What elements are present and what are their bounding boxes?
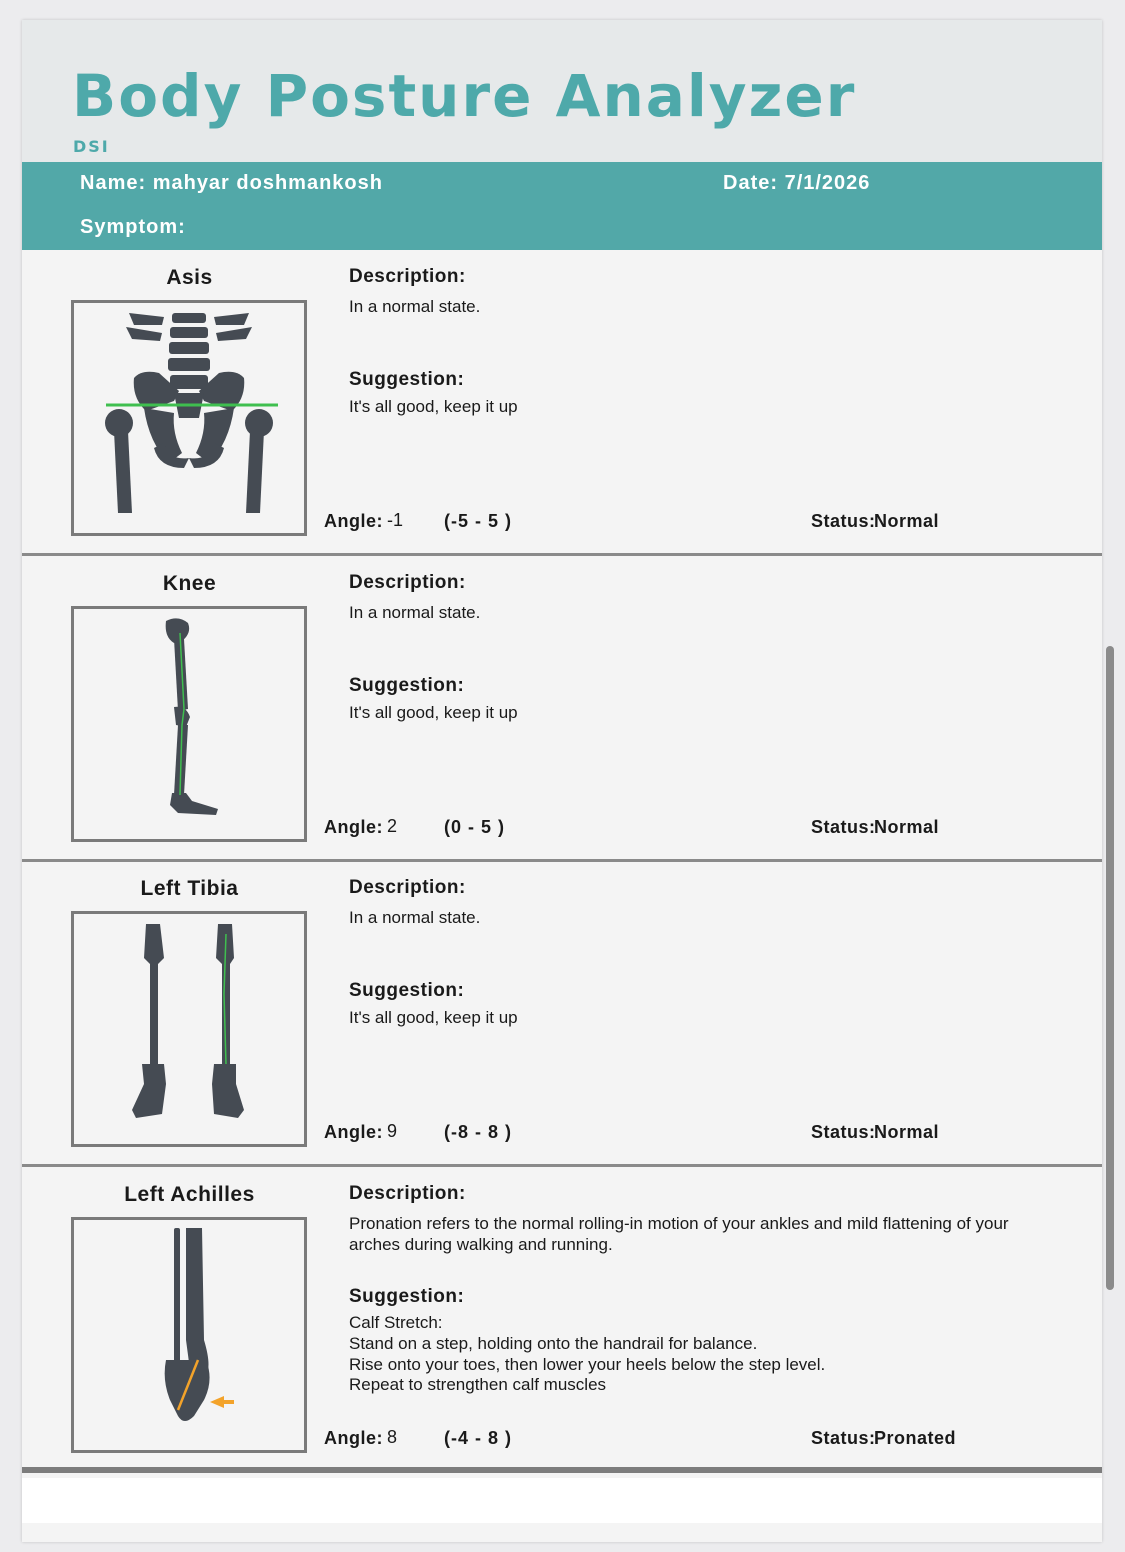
section-title: Left Achilles — [124, 1183, 255, 1206]
angle-range: (-8 - 8 ) — [444, 1122, 513, 1142]
description-text: In a normal state. — [349, 908, 481, 927]
suggestion-line: Calf Stretch: — [349, 1313, 443, 1332]
section-divider — [22, 1467, 1102, 1473]
description-heading: Description: — [349, 572, 466, 593]
angle-value: 8 — [387, 1427, 398, 1447]
patient-name: Name: mahyar doshmankosh — [80, 172, 383, 194]
angle-value: 2 — [387, 816, 398, 836]
angle-label: Angle: — [324, 1428, 383, 1448]
description-text: In a normal state. — [349, 603, 481, 622]
status-value: Normal — [874, 511, 940, 531]
section-left-tibia — [22, 861, 1102, 1167]
pelvis-skeleton-icon — [71, 300, 307, 536]
status-value: Normal — [874, 1122, 940, 1142]
status-label: Status: — [811, 817, 876, 837]
symptom-label: Symptom: — [80, 216, 186, 238]
angle-range: (-4 - 8 ) — [444, 1428, 513, 1448]
angle-label: Angle: — [324, 817, 383, 837]
suggestion-line: Repeat to strengthen calf muscles — [349, 1375, 607, 1395]
patient-info-band — [22, 162, 1102, 250]
suggestion-text: It's all good, keep it up — [349, 1008, 518, 1027]
status-label: Status: — [811, 1122, 876, 1142]
section-left-achilles — [22, 1167, 1102, 1473]
status-value: Normal — [874, 817, 940, 837]
leg-side-skeleton-icon — [71, 606, 307, 842]
app-subtitle: DSI — [73, 137, 110, 156]
status-label: Status: — [811, 511, 876, 531]
angle-value: 9 — [387, 1121, 398, 1141]
status-label: Status: — [811, 1428, 876, 1448]
description-text: In a normal state. — [349, 297, 481, 316]
suggestion-heading: Suggestion: — [349, 675, 465, 696]
description-text: Pronation refers to the normal rolling-in motion of your ankles and mild flattening of your arches during walking and running. — [349, 1214, 1009, 1254]
arrow-left-icon — [210, 1396, 234, 1408]
suggestion-text — [349, 1313, 1049, 1396]
vertical-scrollbar[interactable] — [1106, 646, 1114, 1290]
angle-label: Angle: — [324, 511, 383, 531]
angle-value: -1 — [387, 510, 404, 530]
title-band — [22, 20, 1102, 162]
description-heading: Description: — [349, 877, 466, 898]
suggestion-text: It's all good, keep it up — [349, 397, 518, 416]
suggestion-heading: Suggestion: — [349, 1286, 465, 1307]
section-title: Left Tibia — [140, 877, 239, 900]
angle-range: (-5 - 5 ) — [444, 511, 513, 531]
suggestion-heading: Suggestion: — [349, 980, 465, 1001]
section-title: Asis — [166, 266, 213, 289]
angle-label: Angle: — [324, 1122, 383, 1142]
description-heading: Description: — [349, 1183, 466, 1204]
ankle-heel-skeleton-icon — [71, 1217, 307, 1453]
suggestion-heading: Suggestion: — [349, 369, 465, 390]
status-value: Pronated — [874, 1428, 957, 1448]
section-title: Knee — [162, 572, 217, 595]
app-title: Body Posture Analyzer — [72, 62, 857, 130]
angle-range: (0 - 5 ) — [444, 817, 506, 837]
report-date: Date: 7/1/2026 — [723, 172, 871, 194]
section-asis — [22, 250, 1102, 556]
description-heading: Description: — [349, 266, 466, 287]
suggestion-line: Stand on a step, holding onto the handrail for balance. — [349, 1333, 758, 1353]
report-page — [22, 20, 1102, 1542]
suggestion-line: Rise onto your toes, then lower your heels below the step level. — [349, 1354, 826, 1374]
section-knee — [22, 556, 1102, 862]
lower-legs-skeleton-icon — [71, 911, 307, 1147]
suggestion-text: It's all good, keep it up — [349, 703, 518, 722]
page-footer-space — [22, 1478, 1102, 1523]
